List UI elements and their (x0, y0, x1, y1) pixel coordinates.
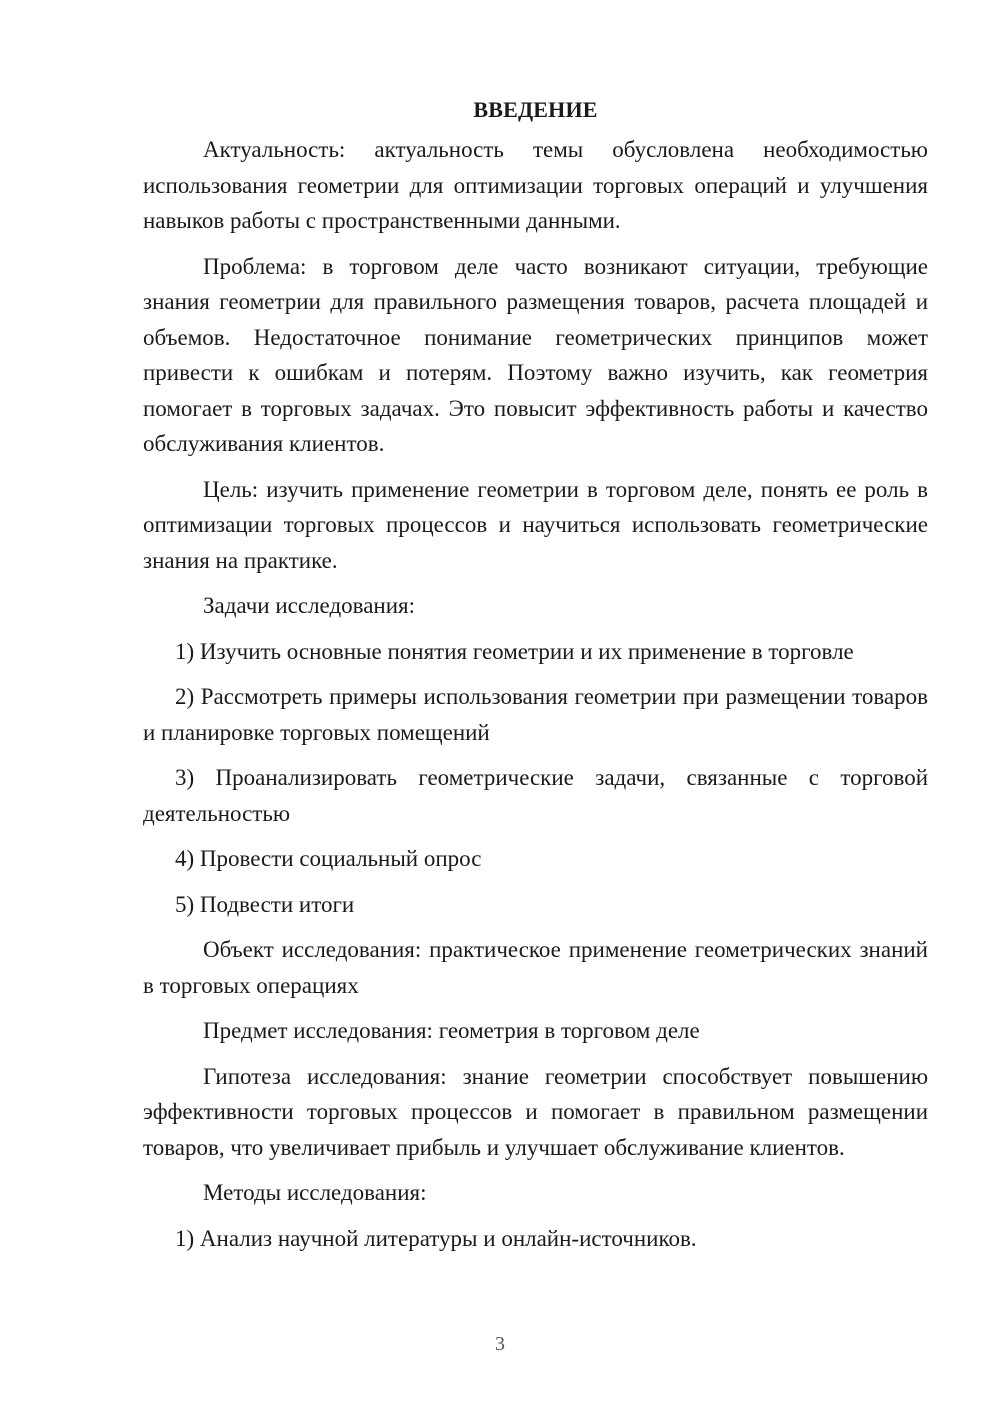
task-item-5: 5) Подвести итоги (175, 891, 355, 917)
paragraph-hypothesis: Гипотеза исследования: знание геометрии способствует повышению эффективности торговых процессов и помогает в правильном размещении товаров, что увеличивает прибыль и улучшает обслуживание клиентов. (143, 1063, 928, 1160)
paragraph-subject: Предмет исследования: геометрия в торговом деле (203, 1018, 700, 1043)
paragraph-tasks-heading: Задачи исследования: (203, 593, 416, 618)
paragraph-methods-heading: Методы исследования: (203, 1180, 427, 1205)
section-title: ВВЕДЕНИЕ (473, 97, 598, 122)
task-item-4: 4) Провести социальный опрос (175, 846, 482, 871)
paragraph-object: Объект исследования: практическое применение геометрических знаний в торговых операциях (143, 937, 928, 998)
method-item-1: 1) Анализ научной литературы и онлайн-источников. (175, 1225, 697, 1251)
page-number: 3 (495, 1333, 505, 1355)
task-item-1: 1) Изучить основные понятия геометрии и их применение в торговле (175, 638, 854, 664)
page-content (143, 92, 928, 1266)
paragraph-relevance: Актуальность: актуальность темы обусловлена необходимостью использования геометрии для оптимизации торговых операций и улучшения навыков работы с пространственными данными. (143, 137, 928, 233)
task-item-3: 3) Проанализировать геометрические задачи, связанные с торговой деятельностью (143, 765, 928, 826)
paragraph-problem: Проблема: в торговом деле часто возникают ситуации, требующие знания геометрии для правильного размещения товаров, расчета площадей и объемов. Недостаточное понимание геометрических принципов может привести к ошибкам и потерям. Поэтому важно изучить, как геометрия помогает в торговых задачах. Это повысит эффективность работы и качество обслуживания клиентов. (143, 253, 928, 456)
paragraph-goal: Цель: изучить применение геометрии в торговом деле, понять ее роль в оптимизации торговых процессов и научиться использовать геометрические знания на практике. (143, 476, 928, 573)
task-item-2: 2) Рассмотреть примеры использования геометрии при размещении товаров и планировке торговых помещений (143, 684, 928, 745)
